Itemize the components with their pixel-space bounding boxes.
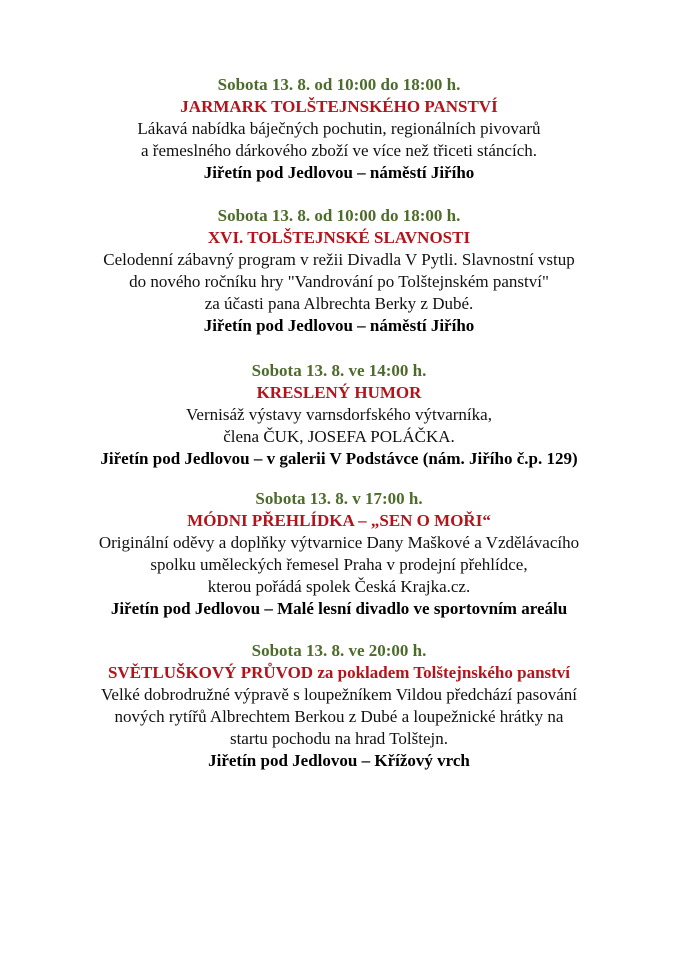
event-date: Sobota 13. 8. ve 14:00 h.: [251, 361, 427, 380]
event-place: Jiřetín pod Jedlovou – Malé lesní divadlo ve sportovním areálu: [110, 599, 568, 618]
event-description-line: a řemeslného dárkového zboží ve více než třiceti stáncích.: [140, 141, 537, 160]
event-place: Jiřetín pod Jedlovou – náměstí Jiřího: [203, 163, 475, 182]
event-description-line: do nového ročníku hry "Vandrování po Tolštejnském panství": [129, 272, 549, 291]
event-description-line: Originální oděvy a doplňky výtvarnice Dany Maškové a Vzdělávacího: [98, 533, 580, 552]
event-place: Jiřetín pod Jedlovou – náměstí Jiřího: [203, 316, 475, 335]
event-program: [0, 74, 678, 792]
event-place: Jiřetín pod Jedlovou – v galerii V Podstávce (nám. Jiřího č.p. 129): [100, 449, 578, 468]
event-description-line: za účasti pana Albrechta Berky z Dubé.: [204, 294, 474, 313]
event-date: Sobota 13. 8. ve 20:00 h.: [251, 641, 427, 660]
event-kresleny-humor: [0, 360, 678, 470]
event-description-line: Lákavá nabídka báječných pochutin, regionálních pivovarů: [137, 119, 541, 138]
event-date: Sobota 13. 8. v 17:00 h.: [255, 489, 423, 508]
event-description-line: Velké dobrodružné výpravě s loupežníkem Vildou předchází pasování: [101, 685, 577, 704]
event-date: Sobota 13. 8. od 10:00 do 18:00 h.: [217, 75, 461, 94]
event-title: SVĚTLUŠKOVÝ PRŮVOD za pokladem Tolštejnského panství: [107, 663, 571, 682]
event-slavnosti: [0, 205, 678, 337]
event-description-line: Celodenní zábavný program v režii Divadla V Pytli. Slavnostní vstup: [103, 250, 575, 269]
event-description-line: kterou pořádá spolek Česká Krajka.cz.: [207, 577, 471, 596]
event-modni-prehlidka: [0, 488, 678, 620]
event-date: Sobota 13. 8. od 10:00 do 18:00 h.: [217, 206, 461, 225]
event-description-line: člena ČUK, JOSEFA POLÁČKA.: [223, 427, 455, 446]
event-title: JARMARK TOLŠTEJNSKÉHO PANSTVÍ: [180, 97, 498, 116]
event-title: MÓDNI PŘEHLÍDKA – „SEN O MOŘI“: [187, 511, 491, 530]
event-description-line: spolku uměleckých řemesel Praha v prodejní přehlídce,: [150, 555, 528, 574]
event-title: KRESLENÝ HUMOR: [256, 383, 422, 402]
event-jarmark: [0, 74, 678, 184]
event-description-line: Vernisáž výstavy varnsdorfského výtvarníka,: [186, 405, 492, 424]
event-description-line: startu pochodu na hrad Tolštejn.: [229, 729, 449, 748]
event-title: XVI. TOLŠTEJNSKÉ SLAVNOSTI: [207, 228, 471, 247]
event-place: Jiřetín pod Jedlovou – Křížový vrch: [208, 751, 470, 770]
event-svetluskovy-pruvod: [0, 640, 678, 772]
event-description-line: nových rytířů Albrechtem Berkou z Dubé a loupežnické hrátky na: [114, 707, 564, 726]
